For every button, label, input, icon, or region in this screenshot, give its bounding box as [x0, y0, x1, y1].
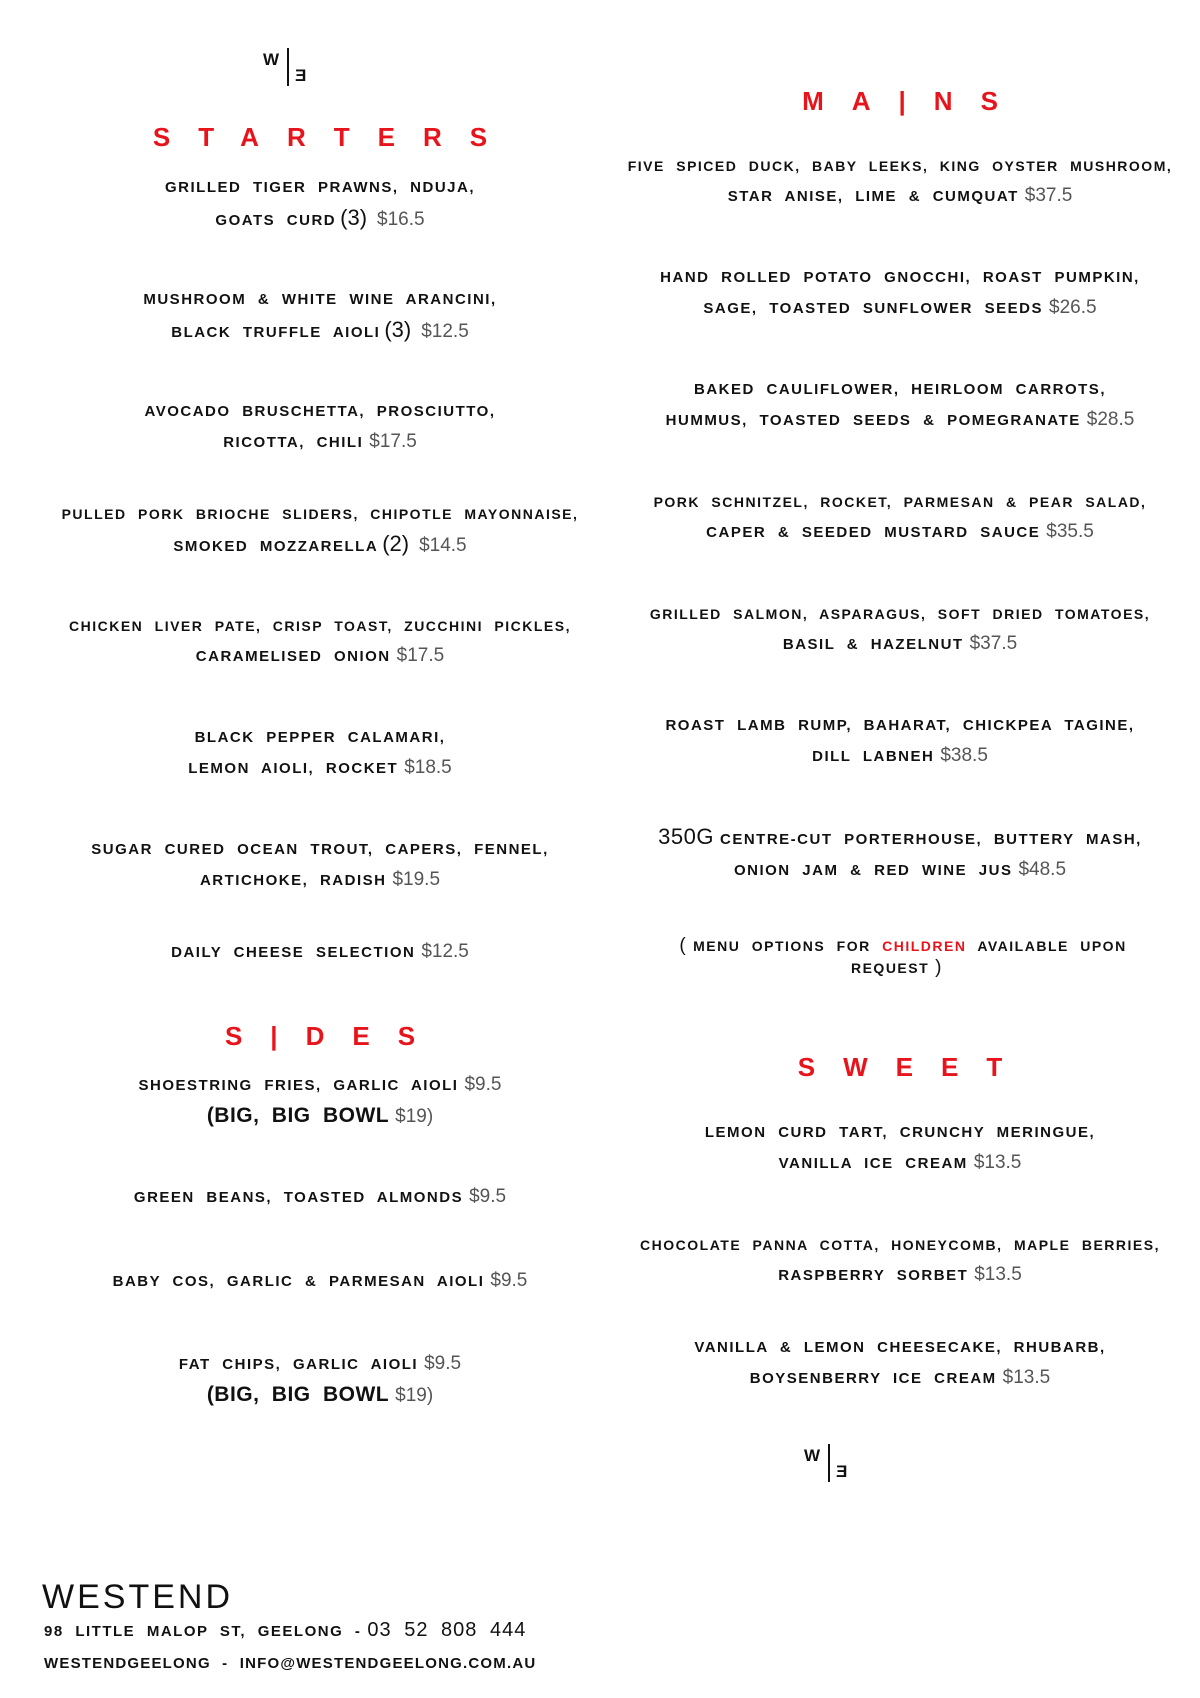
dish-line1: ROAST LAMB RUMP, BAHARAT, CHICKPEA TAGINE, — [665, 717, 1135, 734]
dish-line2: CAPER & SEEDED MUSTARD SAUCE $35.5 — [706, 521, 1094, 542]
dish-line1: CHICKEN LIVER PATE, CRISP TOAST, ZUCCHINI PICKLES, — [68, 618, 571, 634]
mains-title: MA|NS — [802, 86, 1026, 116]
dish-line1: GRILLED TIGER PRAWNS, NDUJA, — [164, 179, 475, 196]
dish-line2: ONION JAM & RED WINE JUS $48.5 — [733, 859, 1067, 880]
starter-item — [30, 937, 610, 968]
dish-line1: MUSHROOM & WHITE WINE ARANCINI, — [143, 291, 497, 308]
starter-item — [30, 723, 610, 784]
westend-wordmark: WESTEND — [42, 1578, 233, 1616]
dish-line2: BLACK TRUFFLE AIOLI (3) $12.5 — [171, 317, 469, 342]
right-column — [620, 0, 1180, 1698]
dish-line2: SMOKED MOZZARELLA (2) $14.5 — [173, 531, 467, 556]
dish-line2: RASPBERRY SORBET $13.5 — [778, 1264, 1022, 1285]
dish-line1: PORK SCHNITZEL, ROCKET, PARMESAN & PEAR SALAD, — [653, 494, 1147, 510]
dish-line1: SHOESTRING FRIES, GARLIC AIOLI $9.5 — [138, 1074, 502, 1095]
dish-line2: SAGE, TOASTED SUNFLOWER SEEDS $26.5 — [703, 297, 1097, 318]
dish-line2: VANILLA ICE CREAM $13.5 — [778, 1152, 1022, 1173]
dish-line2: LEMON AIOLI, ROCKET $18.5 — [188, 757, 452, 778]
starters-title: STARTERS — [152, 122, 516, 152]
logo-e: E — [836, 1462, 848, 1481]
logo-e: E — [295, 66, 307, 85]
dish-line1: HAND ROLLED POTATO GNOCCHI, ROAST PUMPKIN, — [660, 269, 1140, 286]
dish-line1: BAKED CAULIFLOWER, HEIRLOOM CARROTS, — [694, 381, 1106, 398]
dish-line2: DILL LABNEH $38.5 — [812, 745, 988, 766]
logo-divider — [828, 1444, 830, 1482]
dish-line1: FIVE SPICED DUCK, BABY LEEKS, KING OYSTER MUSHROOM, — [627, 158, 1173, 174]
starter-item — [30, 397, 610, 458]
dish-line1: DAILY CHEESE SELECTION $12.5 — [171, 941, 469, 962]
sweet-title: SWEET — [797, 1052, 1031, 1082]
dish-line1: 350G CENTRE-CUT PORTERHOUSE, BUTTERY MASH, — [658, 824, 1142, 849]
dish-line2: STAR ANISE, LIME & CUMQUAT $37.5 — [727, 185, 1073, 206]
sweet-item — [620, 1230, 1180, 1291]
dish-line1: AVOCADO BRUSCHETTA, PROSCIUTTO, — [144, 403, 496, 420]
side-item — [30, 1266, 610, 1297]
dish-line2: HUMMUS, TOASTED SEEDS & POMEGRANATE $28.5 — [665, 409, 1135, 430]
children-highlight: CHILDREN — [882, 938, 967, 954]
dish-line1: SUGAR CURED OCEAN TROUT, CAPERS, FENNEL, — [91, 841, 549, 858]
main-item — [620, 822, 1180, 886]
sweet-item — [620, 1118, 1180, 1179]
main-item — [620, 711, 1180, 772]
dish-line1: GRILLED SALMON, ASPARAGUS, SOFT DRIED TOMATOES, — [649, 606, 1151, 622]
dish-line2: (BIG, BIG BOWL $19) — [206, 1104, 434, 1127]
address-line: 98 LITTLE MALOP ST, GEELONG - 03 52 808 444 — [44, 1619, 527, 1641]
main-item — [620, 263, 1180, 324]
dish-line1: GREEN BEANS, TOASTED ALMONDS $9.5 — [133, 1186, 507, 1207]
sides-title: S|DES — [224, 1021, 444, 1051]
side-item — [30, 1182, 610, 1213]
side-item — [30, 1349, 610, 1412]
dish-line1: BABY COS, GARLIC & PARMESAN AIOLI $9.5 — [112, 1270, 528, 1291]
logo-w: W — [804, 1446, 821, 1465]
phone-number: 03 52 808 444 — [367, 1619, 527, 1641]
starter-item — [30, 499, 610, 562]
children-menu-note: ( MENU OPTIONS FOR CHILDREN AVAILABLE UPON REQUEST ) — [679, 935, 1127, 978]
starter-item — [30, 285, 610, 348]
dish-line2: RICOTTA, CHILI $17.5 — [223, 431, 417, 452]
dish-line2: (BIG, BIG BOWL $19) — [206, 1383, 434, 1406]
dish-line2: CARAMELISED ONION $17.5 — [195, 645, 445, 666]
dish-line2: BASIL & HAZELNUT $37.5 — [782, 633, 1018, 654]
dish-line1: BLACK PEPPER CALAMARI, — [194, 729, 446, 746]
dish-line2: ARTICHOKE, RADISH $19.5 — [199, 869, 441, 890]
dish-line1: CHOCOLATE PANNA COTTA, HONEYCOMB, MAPLE BERRIES, — [640, 1237, 1160, 1253]
starter-item — [30, 835, 610, 896]
web-email-line: WESTENDGEELONG - INFO@WESTENDGEELONG.COM.AU — [44, 1655, 537, 1672]
main-item — [620, 487, 1180, 548]
main-item — [620, 599, 1180, 660]
dish-line2: BOYSENBERRY ICE CREAM $13.5 — [749, 1367, 1051, 1388]
sweet-item — [620, 1333, 1180, 1394]
main-item — [620, 151, 1180, 212]
dish-line1: FAT CHIPS, GARLIC AIOLI $9.5 — [178, 1353, 462, 1374]
dish-line1: VANILLA & LEMON CHEESECAKE, RHUBARB, — [694, 1339, 1106, 1356]
starter-item — [30, 173, 610, 236]
dish-line1: LEMON CURD TART, CRUNCHY MERINGUE, — [704, 1124, 1096, 1141]
starter-item — [30, 611, 610, 672]
dish-line1: PULLED PORK BRIOCHE SLIDERS, CHIPOTLE MAYONNAISE, — [61, 506, 579, 522]
side-item — [30, 1070, 610, 1133]
dish-line2: GOATS CURD (3) $16.5 — [215, 205, 425, 230]
main-item — [620, 375, 1180, 436]
logo-w: W — [263, 50, 280, 69]
left-column — [30, 0, 610, 1698]
